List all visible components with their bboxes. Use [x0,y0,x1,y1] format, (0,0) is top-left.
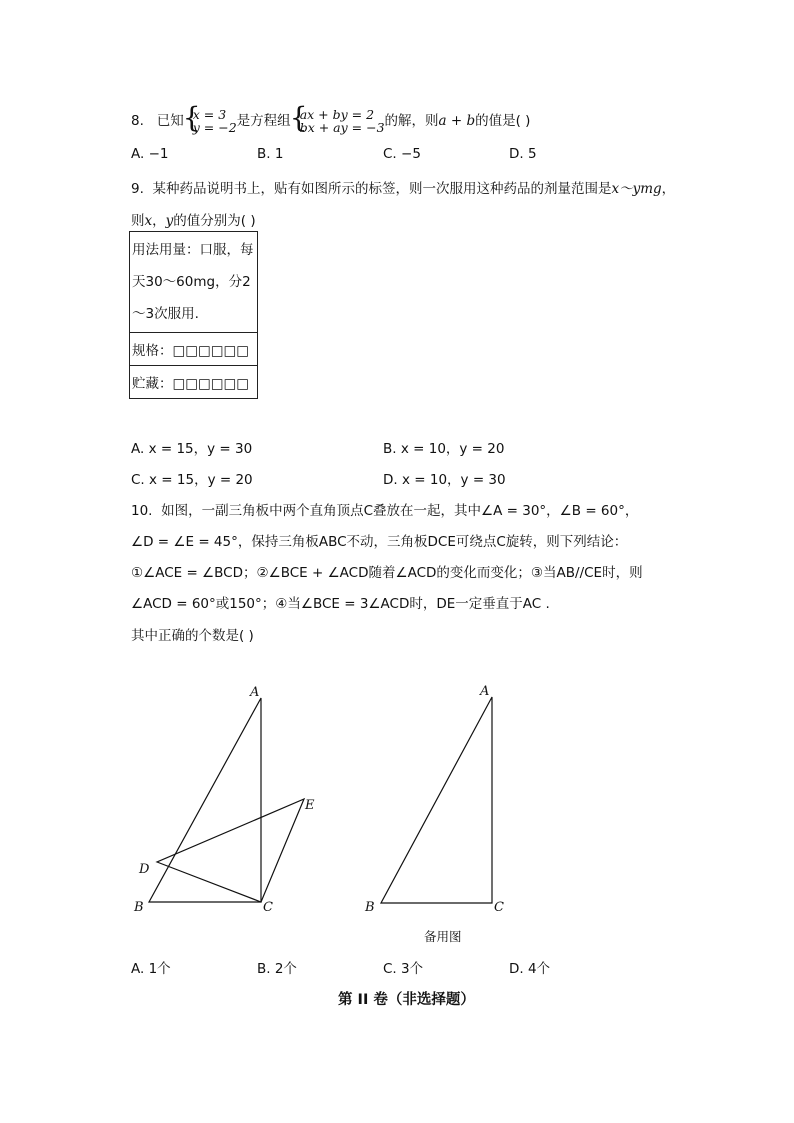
q10-option-b[interactable]: B. 2个 [257,961,297,977]
q10-option-d[interactable]: D. 4个 [509,961,551,977]
q10-line2: ∠D = ∠E = 45°，保持三角板ABC不动，三角板DCE可绕点C旋转，则下列结论： [131,534,628,550]
q8-option-d[interactable]: D. 5 [509,146,537,162]
fig2-label-b: B [365,900,375,915]
q9-option-c[interactable]: C. x = 15，y = 20 [131,472,253,488]
q8-number: 8. [131,113,144,129]
q8-option-b[interactable]: B. 1 [257,146,284,162]
fig1-label-a: A [250,685,260,700]
q8-option-c[interactable]: C. −5 [383,146,421,162]
q8-expression: a + b [438,113,476,129]
fig2-label-c: C [494,900,504,915]
triangle-abc [149,698,261,902]
q8-system-equations: { ax + by = 2 bx + ay = −3 [291,108,385,134]
q10-option-a[interactable]: A. 1个 [131,961,171,977]
q9-line2: 则x，y的值分别为( ) [131,213,256,229]
q8-text-pre: 已知 [156,113,184,129]
label-usage: 用法用量：口服，每天30～60mg，分2～3次服用. [130,232,258,333]
q9-option-d[interactable]: D. x = 10，y = 30 [383,472,506,488]
q10-line4: ∠ACD = 60°或150°；④当∠BCE = 3∠ACD时，DE一定垂直于AC . [131,596,550,612]
q8-option-a[interactable]: A. −1 [131,146,169,162]
q8-text-end: 的值是( ) [475,113,531,129]
q10-line5: 其中正确的个数是( ) [131,628,254,644]
q10-option-c[interactable]: C. 3个 [383,961,424,977]
fig1-label-c: C [263,900,273,915]
q9-line1: 9. 某种药品说明书上，贴有如图所示的标签，则一次服用这种药品的剂量范围是x～ymg， [131,181,676,197]
fig1-label-d: D [139,862,150,877]
section-title: 第 II 卷（非选择题） [338,992,475,1008]
backup-figure-caption: 备用图 [424,929,462,944]
q8-text-post: 的解，则 [384,113,439,129]
label-spec: 规格：□□□□□□ [130,333,258,366]
fig1-label-e: E [305,798,315,813]
fig2-label-a: A [480,684,490,699]
q8-system-solution: { x = 3 y = −2 [184,108,237,134]
q8-text-mid: 是方程组 [236,113,291,129]
q9-option-b[interactable]: B. x = 10，y = 20 [383,441,505,457]
fig1-label-b: B [134,900,144,915]
q9-option-a[interactable]: A. x = 15，y = 30 [131,441,253,457]
triangle-dce [157,799,304,902]
q10-line3: ①∠ACE = ∠BCD；②∠BCE + ∠ACD随着∠ACD的变化而变化；③当AB//CE时，则 [131,565,643,581]
q9-number: 9. [131,181,144,197]
backup-triangle-abc [381,697,492,903]
label-storage: 贮藏：□□□□□□ [130,366,258,399]
q10-line1: 10. 如图，一副三角板中两个直角顶点C叠放在一起，其中∠A = 30°，∠B = 60°， [131,503,639,519]
q10-number: 10. [131,503,153,519]
